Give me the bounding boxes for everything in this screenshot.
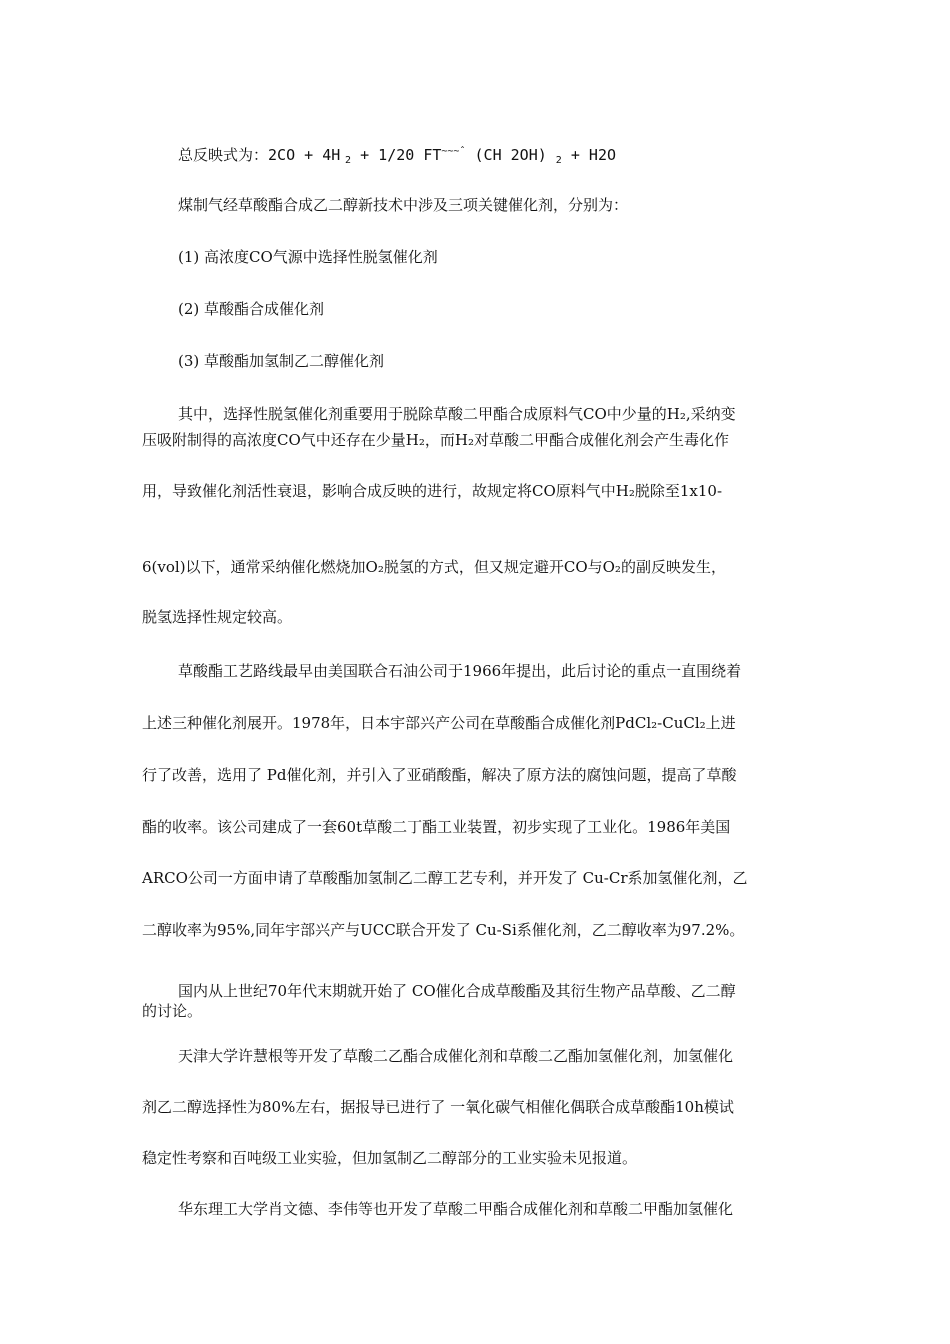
list-item-1: (1) 高浓度CO气源中选择性脱氢催化剂 — [178, 248, 438, 266]
para1-line-3: 用，导致催化剂活性衰退，影响合成反映的进行，故规定将CO原料气中H₂脱除至1x10- — [142, 482, 723, 500]
para4-line-3: 稳定性考察和百吨级工业实验，但加氢制乙二醇部分的工业实验未见报道。 — [142, 1149, 638, 1167]
para1-line-4: 6(vol)以下，通常采纳催化燃烧加O₂脱氢的方式，但又规定避开CO与O₂的副反映发生， — [142, 558, 726, 576]
intro-line: 煤制气经草酸酯合成乙二醇新技术中涉及三项关键催化剂，分别为： — [178, 196, 629, 214]
para2-line-3: 行了改善，选用了 Pd催化剂，并引入了亚硝酸酯，解决了原方法的腐蚀问题，提高了草酸 — [142, 766, 737, 784]
formula-label: 总反映式为： — [178, 146, 269, 164]
formula-arrow: ~~~ˆ — [441, 146, 466, 157]
para3-line-2: 的讨论。 — [142, 1002, 203, 1020]
list-item-3: (3) 草酸酯加氢制乙二醇催化剂 — [178, 352, 385, 370]
para2-line-2: 上述三种催化剂展开。1978年，日本宇部兴产公司在草酸酯合成催化剂PdCl₂-CuCl₂上进 — [142, 714, 736, 732]
para4-line-1: 天津大学许慧根等开发了草酸二乙酯合成催化剂和草酸二乙酯加氢催化剂，加氢催化 — [178, 1047, 734, 1065]
para2-line-1: 草酸酯工艺路线最早由美国联合石油公司于1966年提出，此后讨论的重点一直围绕着 — [178, 662, 742, 680]
formula-lhs: 2CO + 4H — [268, 146, 341, 164]
para1-line-2: 压吸附制得的高浓度CO气中还存在少量H₂，而H₂对草酸二甲酯合成催化剂会产生毒化作 — [142, 431, 729, 449]
formula-product-b: 2OH) — [510, 146, 556, 164]
reaction-formula — [178, 142, 616, 171]
formula-product-a: (CH — [465, 146, 511, 164]
formula-rest: + 1/20 FT — [351, 146, 442, 164]
list-item-2: (2) 草酸酯合成催化剂 — [178, 300, 325, 318]
para5-line-1: 华东理工大学肖文德、李伟等也开发了草酸二甲酯合成催化剂和草酸二甲酯加氢催化 — [178, 1200, 734, 1218]
para1-line-5: 脱氢选择性规定较高。 — [142, 608, 293, 626]
formula-water: + H2O — [561, 146, 617, 164]
para2-line-5: ARCO公司一方面申请了草酸酯加氢制乙二醇工艺专利，并开发了 Cu-Cr系加氢催化剂，乙 — [142, 869, 748, 887]
formula-h-subscript: 2 — [345, 155, 352, 166]
para3-line-1: 国内从上世纪70年代末期就开始了 CO催化合成草酸酯及其衍生物产品草酸、乙二醇 — [178, 982, 736, 1000]
para2-line-6: 二醇收率为95%,同年宇部兴产与UCC联合开发了 Cu-Si系催化剂，乙二醇收率为97.2%。 — [142, 921, 745, 939]
para4-line-2: 剂乙二醇选择性为80%左右，据报导已进行了 一氧化碳气相催化偶联合成草酸酯10h模试 — [142, 1098, 734, 1116]
para2-line-4: 酯的收率。该公司建成了一套60t草酸二丁酯工业装置，初步实现了工业化。1986年美国 — [142, 818, 731, 836]
formula-product-subscript: 2 — [555, 155, 562, 166]
para1-line-1: 其中，选择性脱氢催化剂重要用于脱除草酸二甲酯合成原料气CO中少量的H₂,采纳变 — [178, 405, 736, 423]
